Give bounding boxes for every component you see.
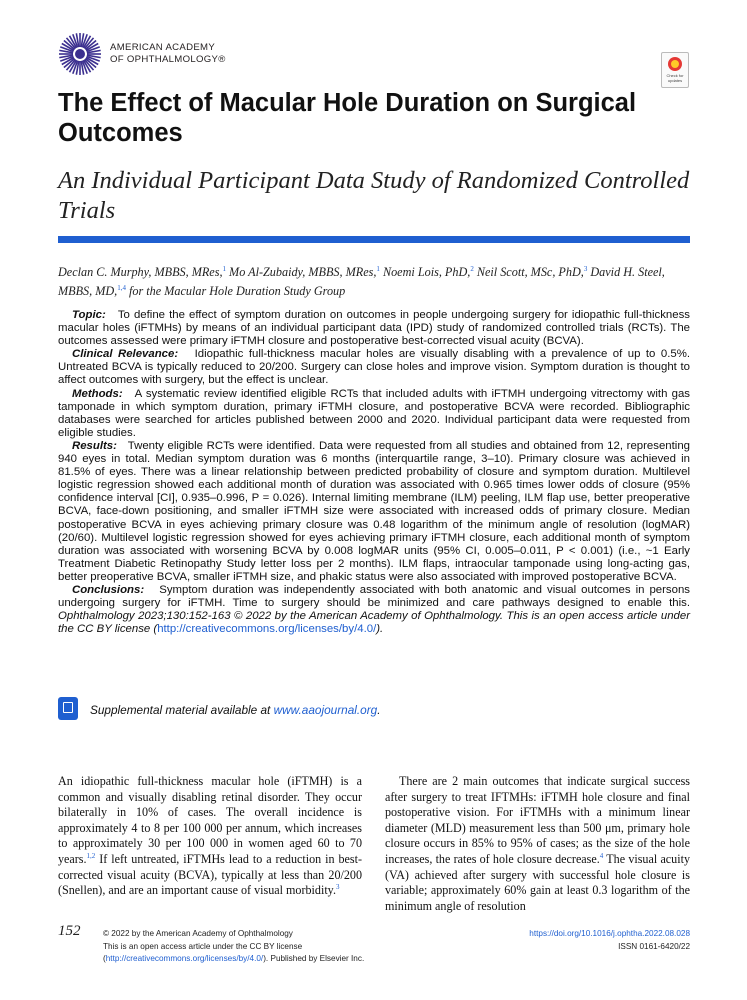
- author: Neil Scott, MSc, PhD,: [473, 265, 584, 280]
- footer-license-link[interactable]: http://creativecommons.org/licenses/by/4.0/: [105, 954, 264, 963]
- citation-end: ).: [376, 623, 384, 636]
- citation: Ophthalmology 2023;130:152-163 © 2022 by the American Academy of Ophthalmology. This is an open access article under the CC BY license (: [58, 610, 690, 636]
- body-text: If left untreated, iFTMHs lead to a reduction in best-corrected visual acuity (BCVA), typically at less than 20/200 (Snellen), and are an important cause of visual morbidity.: [58, 851, 362, 898]
- org-line-2: OF OPHTHALMOLOGY®: [110, 54, 226, 65]
- abstract-text: To define the effect of symptom duration on outcomes in people undergoing surgery for idiopathic full-thickness macular holes (iFTMHs) by means of an individual participant data (IPD) study of randomized controlled trials (RCTs). The outcomes assessed were primary iFTMH closure and postoperative best-corrected visual acuity (BCVA).: [58, 309, 690, 348]
- author: Declan C. Murphy, MBBS, MRes,: [58, 265, 223, 280]
- abstract-text: Idiopathic full-thickness macular holes are visually disabling with a prevalence of up to 0.5%. Untreated BCVA is typically reduced to 20/200. Surgery can close holes and improve vision. Symptom duration is thought to affect outcomes with surgery, but the effect is unclear.: [58, 348, 690, 387]
- study-group: for the Macular Hole Duration Study Group: [125, 283, 346, 298]
- footer-text: ). Published by Elsevier Inc.: [263, 954, 365, 963]
- abstract-text: Twenty eligible RCTs were identified. Data were requested from all studies and obtained from 12, representing 940 eyes in total. Median symptom duration was 6 months (interquartile range, 3–10). Primary closure was achieved in 81.5% of eyes. There was a linear relationship between predicted probability of closure and symptom duration. Multilevel logistic regression showed each additional month of duration was associated with 0.965 times lower odds of closure (95% confidence interval [CI], 0.935–0.996, P = 0.026). Internal limiting membrane (ILM) peeling, ILM flap use, better preoperative BCVA, face-down positioning, and smaller iFTMH size were associated with increased odds of primary closure. Median postoperative BCVA in eyes achieving primary closure was 0.48 logarithm of the minimum angle of resolution (logMAR) (20/60). Multilevel logistic regression showed for eyes achieving primary iFTMH closure, each additional month of symptom duration was associated with worsening BCVA by 0.008 logMAR units (95% CI, 0.005–0.011, P < 0.001) (i.e., ~1 Early Treatment Diabetic Retinopathy Study letter loss per 2 months). ILM flaps, intraocular tamponade using long-acting gas, better preoperative BCVA, smaller iFTMH size, and phakic status were also associated with improved postoperative BCVA.: [58, 439, 690, 583]
- abstract-topic: [58, 309, 690, 348]
- author: Noemi Lois, PhD,: [379, 265, 471, 280]
- issn: ISSN 0161-6420/22: [618, 941, 690, 951]
- aao-logo: [58, 32, 102, 76]
- affiliation-ref[interactable]: 3: [583, 265, 588, 273]
- reference-ref[interactable]: 1,2: [86, 851, 96, 860]
- article-title: The Effect of Macular Hole Duration on Surgical Outcomes: [58, 89, 637, 147]
- reference-ref[interactable]: 3: [335, 883, 340, 892]
- abstract-clinical-relevance: [58, 348, 690, 387]
- organization-name: [110, 42, 226, 66]
- abstract-text: Symptom duration was independently associated with both anatomic and visual outcomes in persons undergoing surgery for iFTMH. Time to surgery should be minimized and care pathways designed to enable this.: [58, 583, 690, 610]
- body-text: The visual acuity (VA) achieved after surgery with successful hole closure is variable; approximately 60% gain at least 0.3 logarithm of the minimum angle of resolution: [385, 851, 690, 913]
- title-divider: [58, 236, 690, 243]
- footer-license-line: [103, 941, 463, 966]
- check-updates-label: Check for updates: [666, 73, 684, 83]
- abstract-label: Methods:: [72, 387, 123, 400]
- abstract-label: Topic:: [72, 309, 106, 321]
- affiliation-ref[interactable]: 1: [222, 265, 226, 273]
- supplemental-book-icon: [58, 697, 78, 720]
- author: David H. Steel, MBBS, MD,: [58, 265, 665, 298]
- aao-logo-rays: [75, 49, 85, 59]
- abstract-label: Clinical Relevance:: [72, 348, 179, 361]
- check-updates-icon-inner: [671, 60, 679, 68]
- abstract-label: Results:: [72, 439, 117, 452]
- aaojournal-link[interactable]: www.aaojournal.org: [273, 703, 378, 717]
- supplemental-note: [90, 703, 381, 717]
- affiliation-ref[interactable]: 2: [470, 265, 474, 273]
- body-text: An idiopathic full-thickness macular hole (iFTMH) is a common and visually disabling retinal disorder. They occur bilaterally in 10% of cases. The overall incidence is approximately 4 to 8 per 100 000 per annum, which increases to approximately 30 per 100 000 in women aged 60 to 70 years.: [58, 774, 362, 866]
- check-for-updates-badge[interactable]: [661, 52, 689, 88]
- doi-link[interactable]: https://doi.org/10.1016/j.ophtha.2022.08.028: [529, 929, 690, 938]
- body-column-left: [58, 774, 362, 899]
- author-list: [58, 262, 698, 299]
- body-text: There are 2 main outcomes that indicate surgical success after surgery to treat IFTMHs: iFTMH hole closure and final postoperative vision. For iFTMHs with a minimum linear diameter (MLD) measurement less than 500 μm, primary hole closure occurs in 85% to 95% of cases; as the size of the hole increases, the rates of hole closure decrease.: [385, 774, 690, 866]
- abstract-conclusions: [58, 584, 690, 636]
- license-link[interactable]: http://creativecommons.org/licenses/by/4.0/: [157, 623, 377, 636]
- abstract-text: A systematic review identified eligible RCTs that included adults with iFTMH undergoing vitrectomy with gas tamponade in which symptom duration, primary iFTMH closure, and postoperative BCVA were recorded. Bibliographic databases were searched for articles published between 2000 and 2020. Individual participant data were requested from eligible studies.: [58, 387, 690, 439]
- abstract-label: Conclusions:: [72, 583, 145, 596]
- reference-ref[interactable]: 4: [599, 851, 604, 860]
- footer-text: This is an open access article under the CC BY license (: [103, 941, 303, 963]
- supplemental-end: .: [377, 703, 381, 717]
- page-number: 152: [58, 923, 81, 939]
- footer-identifiers: [480, 928, 690, 953]
- abstract: [58, 309, 690, 636]
- supplemental-text: Supplemental material available at: [90, 703, 274, 717]
- footer-license: [103, 928, 463, 966]
- affiliation-ref[interactable]: 1,4: [117, 283, 126, 292]
- article-subtitle: An Individual Participant Data Study of Randomized Controlled Trials: [58, 167, 690, 224]
- footer-copyright: © 2022 by the American Academy of Ophthalmology: [103, 929, 293, 938]
- abstract-methods: [58, 388, 690, 440]
- author: Mo Al-Zubaidy, MBBS, MRes,: [226, 265, 377, 280]
- org-line-1: AMERICAN ACADEMY: [110, 42, 216, 53]
- affiliation-ref[interactable]: 1: [376, 265, 380, 273]
- body-column-right: [385, 774, 690, 914]
- abstract-results: [58, 440, 690, 584]
